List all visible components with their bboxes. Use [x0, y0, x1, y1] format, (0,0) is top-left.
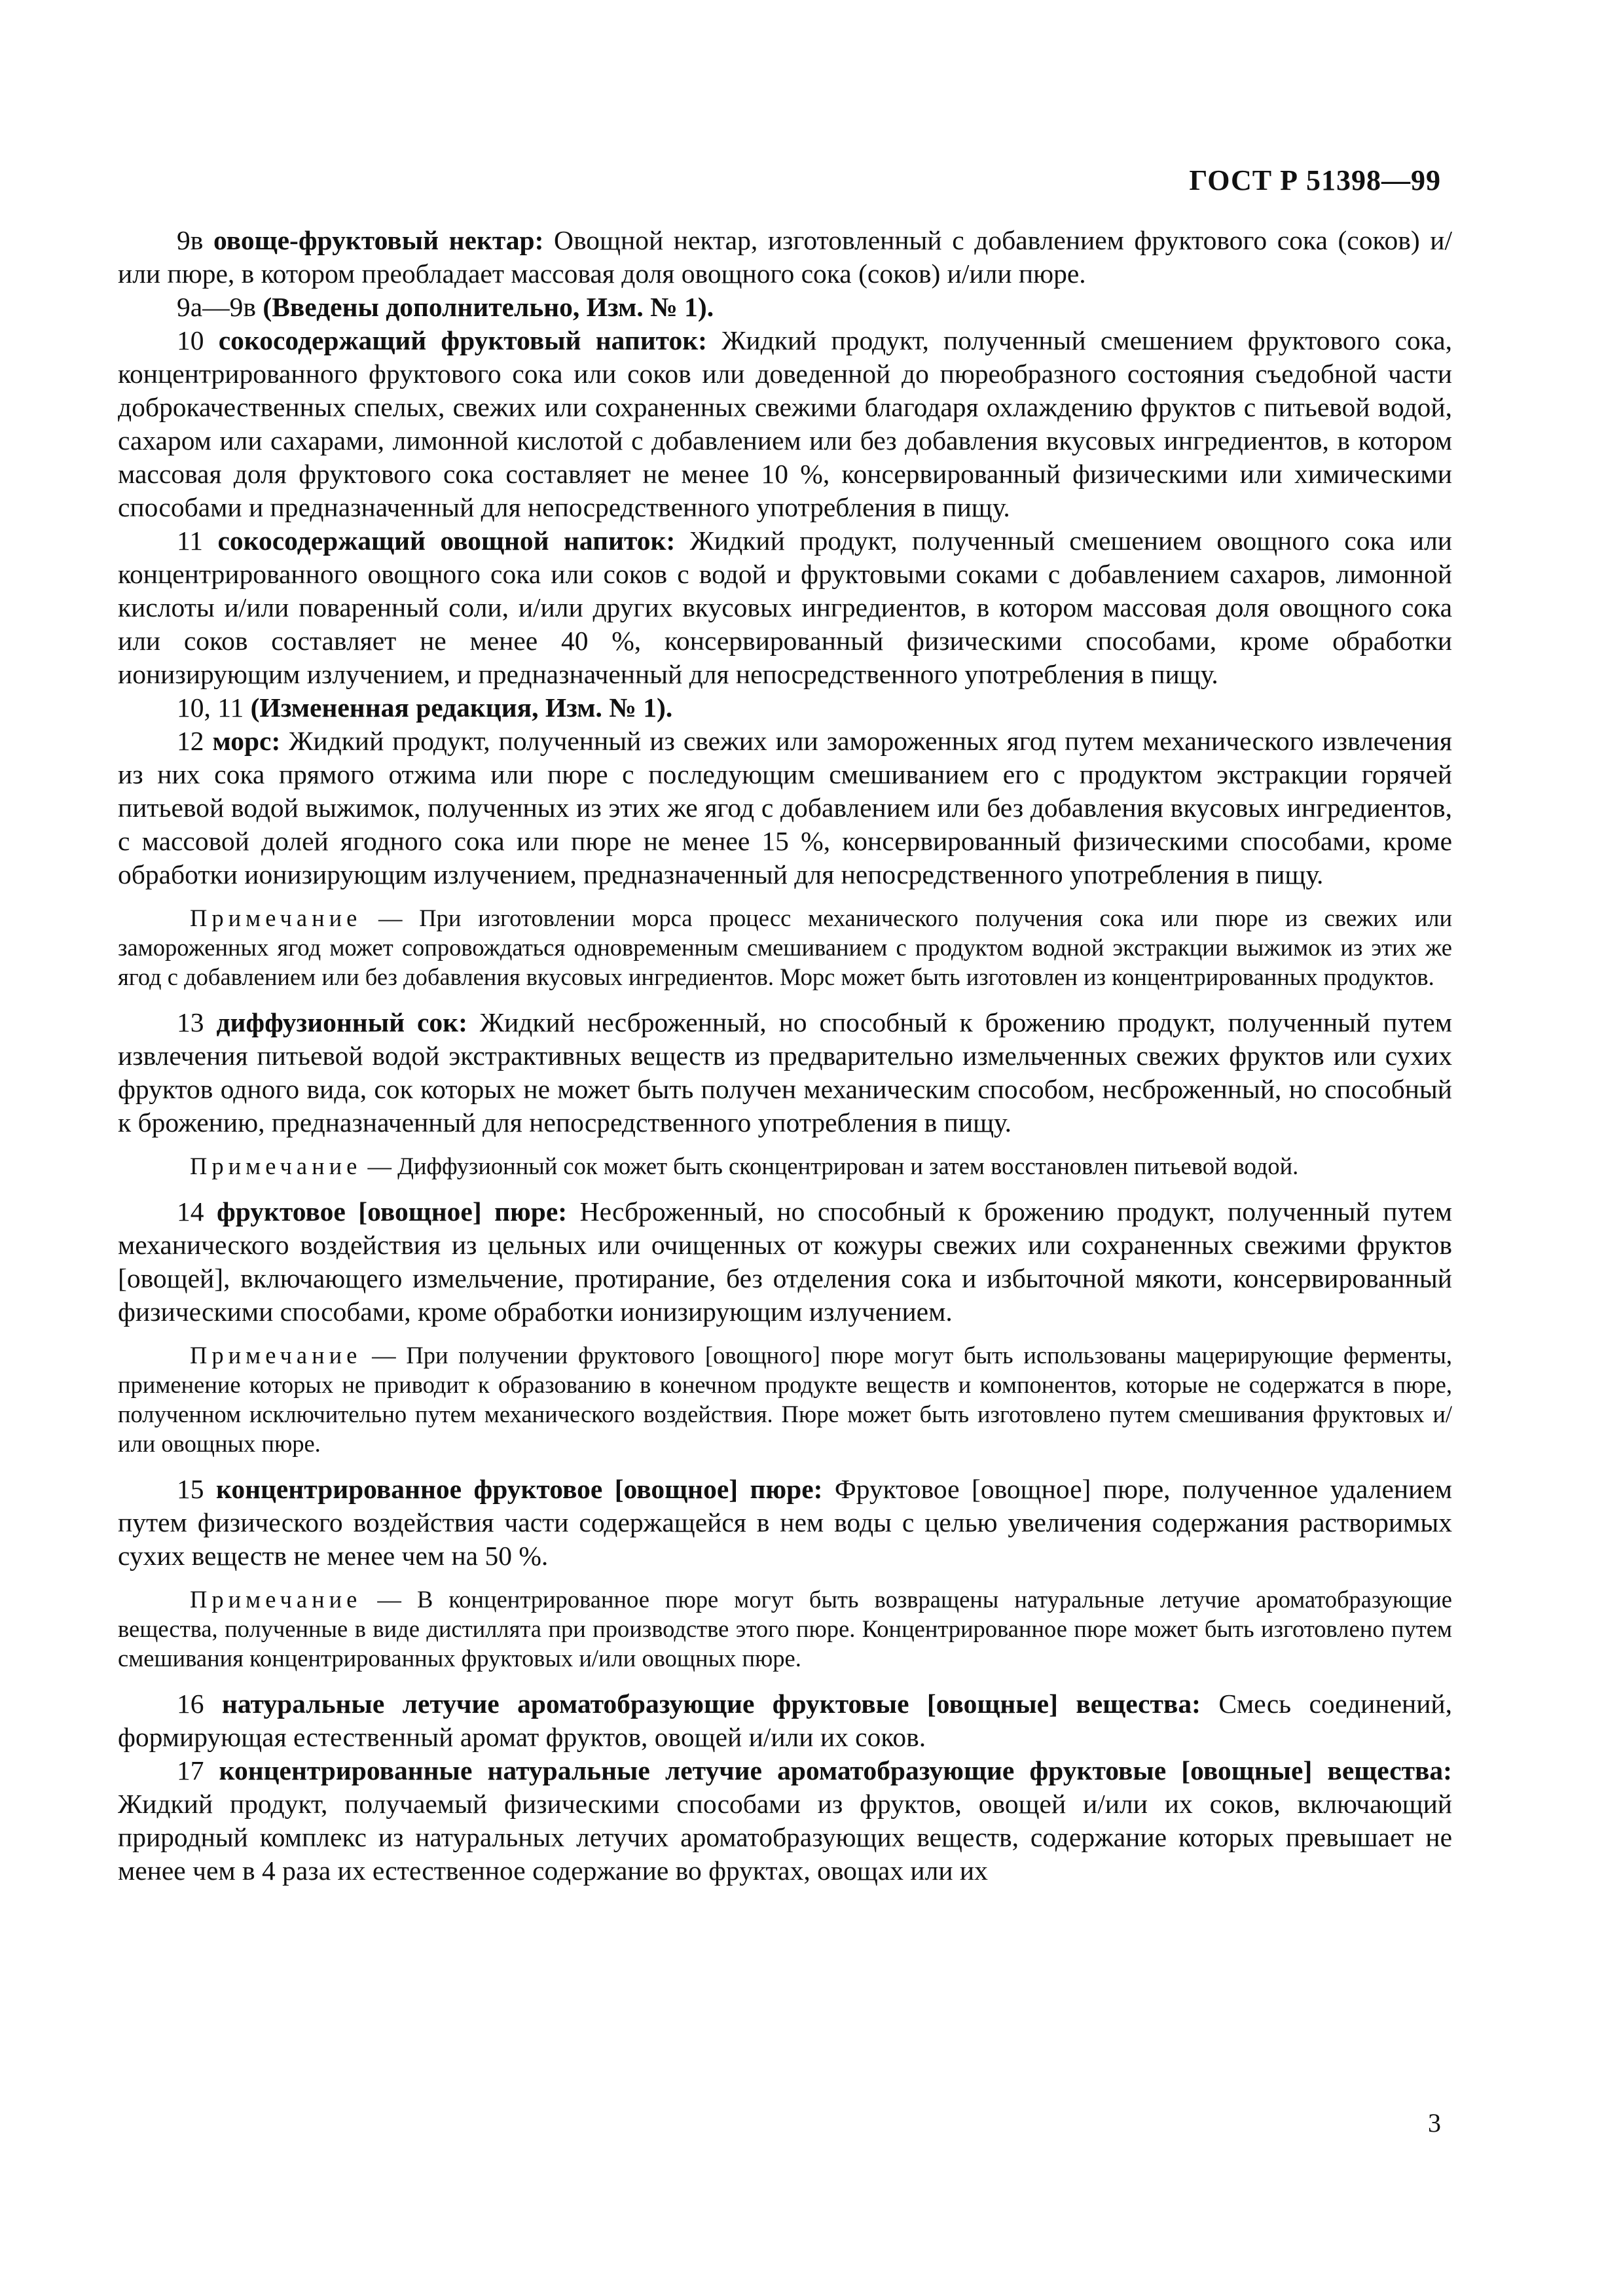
amendment-note: (Введены дополнительно, Изм. № 1). — [263, 292, 714, 322]
definition: Жидкий продукт, полученный из свежих или замороженных ягод путем механического извлечения из них сока прямого отжима или пюре с последующим смешиванием его с продуктом экстракции горячей питьевой водой выжимок, полученных из этих же ягод с добавлением или без добавления вкусовых ингредиентов, с массовой долей ягодного сока или пюре не менее 15 %, консервированный физическими способами, кроме обработки ионизирующим излучением, предназначенный для непосредственного употребления в пищу. — [118, 726, 1452, 889]
term: овоще-фруктовый нектар: — [213, 225, 544, 255]
term: сокосодержащий фруктовый напиток: — [218, 325, 707, 355]
paragraph-amendment-10-11 — [118, 691, 1452, 725]
paragraph-number: 15 — [177, 1474, 204, 1504]
paragraph-number: 11 — [177, 526, 203, 556]
paragraph-amendment-9a-9v — [118, 291, 1452, 324]
note-text: — При получении фруктового [овощного] пюре могут быть использованы мацерирующие ферменты, применение которых не приводит к образованию в конечном продукте веществ и компонентов, которые не содержатся в пюре, полученном исключительно путем механического воздействия. Пюре может быть изготовлено путем смешивания фруктовых и/или овощных пюре. — [118, 1342, 1452, 1457]
paragraph-number: 17 — [177, 1755, 204, 1785]
note-text: — В концентрированное пюре могут быть возвращены натуральные летучие ароматобразующие вещества, полученные в виде дистиллята при производстве этого пюре. Концентрированное пюре может быть изготовлено путем смешивания концентрированных фруктовых и/или овощных пюре. — [118, 1586, 1452, 1672]
note-15 — [118, 1585, 1452, 1673]
term: морс: — [212, 726, 281, 756]
amendment-note: (Измененная редакция, Изм. № 1). — [250, 692, 673, 723]
page-number: 3 — [1428, 2108, 1441, 2138]
definition: Жидкий продукт, полученный смешением фруктового сока, концентрированного фруктового сока или соков или доведенной до пюреобразного состояния съедобной части доброкачественных спелых, свежих или сохраненных свежими благодаря охлаждению фруктов с питьевой водой, сахаром или сахарами, лимонной кислотой с добавлением или без добавления вкусовых ингредиентов, в котором массовая доля фруктового сока составляет не менее 10 %, консервированный физическими или химическими способами и предназначенный для непосредственного употребления в пищу. — [118, 325, 1452, 522]
note-13 — [118, 1151, 1452, 1181]
note-label: Примечание — [190, 1586, 362, 1613]
term: концентрированное фруктовое [овощное] пюре: — [215, 1474, 823, 1504]
definition: Жидкий продукт, полученный смешением овощного сока или концентрированного овощного сока или соков с водой и фруктовыми соками с добавлением сахаров, лимонной кислоты и/или поваренный соли, и/или других вкусовых ингредиентов, в котором массовая доля овощного сока или соков составляет не менее 40 %, консервированный физическими способами, кроме обработки ионизирующим излучением, и предназначенный для непосредственного употребления в пищу. — [118, 526, 1452, 689]
definition: Несброженный, но способный к брожению продукт, полученный путем механического воздействия из цельных или очищенных от кожуры свежих или сохраненных свежими фруктов [овощей], включающего измельчение, протирание, без отделения сока и избыточной мякоти, консервированный физическими способами, кроме обработки ионизирующим излучением. — [118, 1196, 1452, 1327]
term: фруктовое [овощное] пюре: — [217, 1196, 568, 1227]
paragraph-15 — [118, 1473, 1452, 1573]
term: сокосодержащий овощной напиток: — [217, 526, 676, 556]
paragraph-11 — [118, 524, 1452, 691]
paragraph-12 — [118, 725, 1452, 891]
definition: Жидкий несброженный, но способный к брожению продукт, полученный путем извлечения питьевой водой экстрактивных веществ из предварительно измельченных свежих фруктов или сухих фруктов одного вида, сок которых не может быть получен механическим способом, несброженный, но способный к брожению, предназначенный для непосредственного употребления в пищу. — [118, 1007, 1453, 1138]
definition: Жидкий продукт, получаемый физическими способами из фруктов, овощей и/или их соков, включающий природный комплекс из натуральных летучих ароматобразующих веществ, содержание которых превышает не менее чем в 4 раза их естественное содержание во фруктах, овощах или их — [118, 1789, 1452, 1886]
note-text: — Диффузионный сок может быть сконцентрирован и затем восстановлен питьевой водой. — [361, 1153, 1299, 1179]
paragraph-16 — [118, 1687, 1452, 1754]
document-body — [118, 224, 1452, 1888]
paragraph-10 — [118, 324, 1452, 524]
note-12 — [118, 903, 1452, 992]
paragraph-9v — [118, 224, 1452, 291]
note-label: Примечание — [190, 905, 362, 931]
term: концентрированные натуральные летучие ароматобразующие фруктовые [овощные] вещества: — [219, 1755, 1452, 1785]
definition: Фруктовое [овощное] пюре, полученное удалением путем физического воздействия части содержащейся в нем воды с целью увеличения содержания растворимых сухих веществ не менее чем на 50 %. — [118, 1474, 1452, 1571]
paragraph-number: 14 — [177, 1196, 204, 1227]
document-code-header: ГОСТ Р 51398—99 — [1189, 164, 1441, 196]
note-label: Примечание — [190, 1153, 362, 1179]
paragraph-17 — [118, 1754, 1452, 1888]
paragraph-number: 13 — [177, 1007, 204, 1037]
note-14 — [118, 1340, 1452, 1458]
paragraph-number: 12 — [177, 726, 204, 756]
paragraph-number: 10, 11 — [177, 692, 244, 723]
paragraph-13 — [118, 1006, 1452, 1139]
note-label: Примечание — [190, 1342, 362, 1369]
definition: Смесь соединений, формирующая естественный аромат фруктов, овощей и/или их соков. — [118, 1689, 1453, 1752]
paragraph-number: 9в — [177, 225, 204, 255]
definition: Овощной нектар, изготовленный с добавлением фруктового сока (соков) и/или пюре, в котором преобладает массовая доля овощного сока (соков) и/или пюре. — [118, 225, 1453, 289]
term: натуральные летучие ароматобразующие фруктовые [овощные] вещества: — [221, 1689, 1201, 1719]
term: диффузионный сок: — [216, 1007, 467, 1037]
paragraph-14 — [118, 1195, 1452, 1329]
paragraph-number: 10 — [177, 325, 204, 355]
paragraph-number: 9а—9в — [177, 292, 257, 322]
paragraph-number: 16 — [177, 1689, 204, 1719]
note-text: — При изготовлении морса процесс механического получения сока или пюре из свежих или замороженных ягод может сопровождаться одновременным смешиванием с продуктом водной экстракции выжимок из этих же ягод с добавлением или без добавления вкусовых ингредиентов. Морс может быть изготовлен из концентрированных продуктов. — [118, 905, 1452, 990]
